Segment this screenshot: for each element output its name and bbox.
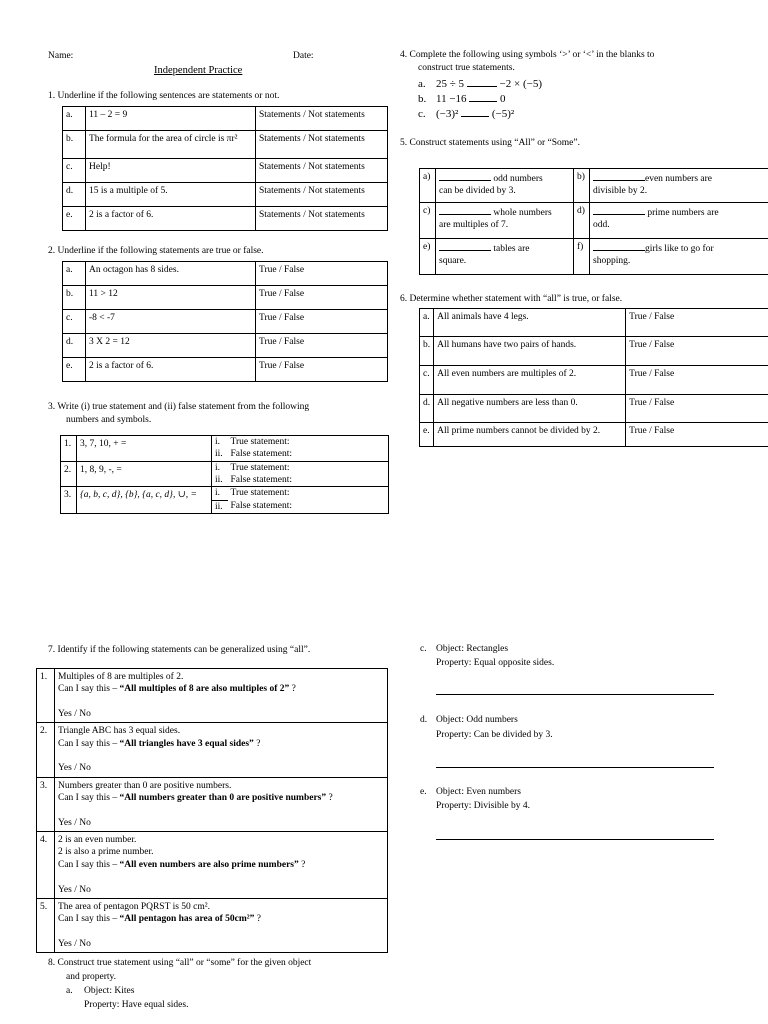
q6-key: c. — [420, 366, 434, 395]
q2-table — [62, 261, 388, 382]
q2-key: c. — [63, 310, 86, 334]
q7-cell: 2 is an even number. 2 is also a prime number. Can I say this – “All even numbers are also prime numbers” ? Yes / No — [55, 832, 388, 899]
q3-false-field[interactable]: False statement: — [228, 448, 389, 461]
page-title: Independent Practice — [154, 65, 243, 76]
q2-statement: 3 X 2 = 12 — [86, 334, 256, 358]
q3-roman: i. — [212, 436, 228, 449]
q7-yes-no[interactable]: Yes / No — [58, 763, 91, 774]
q1-key: c. — [63, 159, 86, 183]
q3-true-field[interactable]: True statement: — [228, 461, 389, 474]
q1-statement: 2 is a factor of 6. — [86, 207, 256, 231]
q3-table — [60, 435, 389, 514]
q8-item-e-key: e. — [420, 787, 427, 797]
q2-options[interactable]: True / False — [256, 334, 388, 358]
q8-instruction: 8. Construct true statement using “all” or “some” for the given object — [48, 958, 312, 968]
q7-key: 1. — [37, 669, 55, 723]
q4-blank-b[interactable] — [469, 92, 497, 102]
q1-key: d. — [63, 183, 86, 207]
q6-options[interactable]: True / False — [626, 423, 768, 447]
q3-true-field[interactable]: True statement: — [228, 487, 389, 500]
q8-item-d-object: Object: Odd numbers — [436, 715, 518, 725]
q6-statement: All even numbers are multiples of 2. — [434, 366, 626, 395]
q6-options[interactable]: True / False — [626, 366, 768, 395]
q1-key: a. — [63, 107, 86, 131]
q2-key: a. — [63, 262, 86, 286]
q5-cell[interactable]: whole numbers are multiples of 7. — [436, 203, 574, 239]
q3-roman: i. — [212, 461, 228, 474]
q4-item-c: c. (−3)² (−5)² — [418, 108, 515, 120]
q6-statement: All negative numbers are less than 0. — [434, 395, 626, 423]
q7-yes-no[interactable]: Yes / No — [58, 817, 91, 828]
q7-cell: The area of pentagon PQRST is 50 cm². Can I say this – “All pentagon has area of 50cm²” ? Yes / No — [55, 898, 388, 952]
q8-item-d-property: Property: Can be divided by 3. — [436, 730, 553, 740]
q6-options[interactable]: True / False — [626, 337, 768, 366]
q3-key: 1. — [61, 436, 77, 462]
q3-items: 1, 8, 9, -, = — [77, 461, 212, 487]
q1-statement: The formula for the area of circle is πr² — [86, 131, 256, 159]
q6-statement: All humans have two pairs of hands. — [434, 337, 626, 366]
q5-key: d) — [574, 203, 590, 239]
q8-answer-line-e[interactable] — [436, 839, 714, 840]
q8-item-d-key: d. — [420, 715, 428, 725]
q5-cell[interactable]: even numbers are divisible by 2. — [590, 169, 768, 203]
q1-options[interactable]: Statements / Not statements — [256, 159, 388, 183]
q7-instruction: 7. Identify if the following statements can be generalized using “all”. — [48, 645, 311, 655]
q2-key: b. — [63, 286, 86, 310]
q6-key: a. — [420, 309, 434, 337]
q3-roman: i. — [212, 487, 228, 500]
q7-cell: Multiples of 8 are multiples of 2. Can I say this – “All multiples of 8 are also multiples of 2” ? Yes / No — [55, 669, 388, 723]
q3-key: 3. — [61, 487, 77, 514]
q3-instruction-cont: numbers and symbols. — [66, 415, 152, 425]
q4-blank-c[interactable] — [461, 107, 489, 117]
name-label: Name: — [48, 51, 74, 61]
q8-answer-line-c[interactable] — [436, 694, 714, 695]
q7-key: 3. — [37, 777, 55, 831]
q8-item-c-property: Property: Equal opposite sides. — [436, 658, 555, 668]
q5-key: f) — [574, 239, 590, 275]
q6-key: b. — [420, 337, 434, 366]
q7-key: 5. — [37, 898, 55, 952]
q8-item-c-key: c. — [420, 644, 427, 654]
q7-key: 4. — [37, 832, 55, 899]
q7-yes-no[interactable]: Yes / No — [58, 938, 91, 949]
q7-yes-no[interactable]: Yes / No — [58, 884, 91, 895]
q3-items: 3, 7, 10, + = — [77, 436, 212, 462]
q3-key: 2. — [61, 461, 77, 487]
q2-options[interactable]: True / False — [256, 286, 388, 310]
q8-item-a-property: Property: Have equal sides. — [84, 1000, 189, 1010]
q6-key: d. — [420, 395, 434, 423]
q1-statement: 11 – 2 = 9 — [86, 107, 256, 131]
q2-key: d. — [63, 334, 86, 358]
q6-statement: All prime numbers cannot be divided by 2. — [434, 423, 626, 447]
q5-key: e) — [420, 239, 436, 275]
q1-instruction: 1. Underline if the following sentences are statements or not. — [48, 91, 280, 101]
q5-key: a) — [420, 169, 436, 203]
q3-false-field[interactable]: False statement: — [228, 500, 389, 513]
q6-instruction: 6. Determine whether statement with “all” is true, or false. — [400, 294, 623, 304]
q2-statement: 11 > 12 — [86, 286, 256, 310]
q3-items: {a, b, c, d}, {b}, {a, c, d}, ∪, = — [77, 487, 212, 514]
q4-blank-a[interactable] — [467, 77, 497, 87]
q3-roman: ii. — [215, 475, 223, 486]
date-label: Date: — [293, 51, 314, 61]
q5-key: b) — [574, 169, 590, 203]
q1-options[interactable]: Statements / Not statements — [256, 131, 388, 159]
q7-cell: Triangle ABC has 3 equal sides. Can I say this – “All triangles have 3 equal sides” ? Yes / No — [55, 723, 388, 777]
q2-options[interactable]: True / False — [256, 262, 388, 286]
q1-options[interactable]: Statements / Not statements — [256, 107, 388, 131]
q1-key: b. — [63, 131, 86, 159]
q3-roman: ii. — [215, 449, 223, 460]
q3-instruction: 3. Write (i) true statement and (ii) false statement from the following — [48, 402, 310, 412]
q1-options[interactable]: Statements / Not statements — [256, 183, 388, 207]
q2-options[interactable]: True / False — [256, 310, 388, 334]
q1-key: e. — [63, 207, 86, 231]
q4-instruction: 4. Complete the following using symbols ‘>’ or ‘<’ in the blanks to — [400, 50, 655, 60]
q1-statement: 15 is a multiple of 5. — [86, 183, 256, 207]
q4-item-a: a. 25 ÷ 5 −2 × (−5) — [418, 78, 542, 90]
q2-statement: -8 < -7 — [86, 310, 256, 334]
q4-instruction-cont: construct true statements. — [418, 63, 515, 73]
q8-item-a-object: Object: Kites — [84, 986, 135, 996]
q5-cell[interactable]: girls like to go for shopping. — [590, 239, 768, 275]
q6-key: e. — [420, 423, 434, 447]
q8-item-a-key: a. — [66, 986, 73, 996]
q2-instruction: 2. Underline if the following statements are true or false. — [48, 246, 264, 256]
q5-cell[interactable]: odd numbers can be divided by 3. — [436, 169, 574, 203]
q6-options[interactable]: True / False — [626, 309, 768, 337]
q7-cell: Numbers greater than 0 are positive numbers. Can I say this – “All numbers greater than 0 are positive numbers” ? Yes / No — [55, 777, 388, 831]
q5-table — [419, 168, 768, 275]
q5-cell[interactable]: tables are square. — [436, 239, 574, 275]
q2-options[interactable]: True / False — [256, 358, 388, 382]
q1-options[interactable]: Statements / Not statements — [256, 207, 388, 231]
q8-item-e-property: Property: Divisible by 4. — [436, 801, 530, 811]
q7-table — [36, 668, 388, 953]
q5-key: c) — [420, 203, 436, 239]
q1-statement: Help! — [86, 159, 256, 183]
q3-true-field[interactable]: True statement: — [228, 436, 389, 449]
q8-item-e-object: Object: Even numbers — [436, 787, 521, 797]
q8-item-c-object: Object: Rectangles — [436, 644, 509, 654]
q5-cell[interactable]: prime numbers are odd. — [590, 203, 768, 239]
q6-statement: All animals have 4 legs. — [434, 309, 626, 337]
q7-yes-no[interactable]: Yes / No — [58, 709, 91, 720]
q3-false-field[interactable]: False statement: — [228, 474, 389, 487]
q1-table — [62, 106, 388, 231]
q5-instruction: 5. Construct statements using “All” or “Some”. — [400, 138, 580, 148]
q7-key: 2. — [37, 723, 55, 777]
q8-instruction-cont: and property. — [66, 972, 117, 982]
q2-statement: 2 is a factor of 6. — [86, 358, 256, 382]
q8-answer-line-d[interactable] — [436, 767, 714, 768]
q6-table — [419, 308, 768, 447]
q3-roman: ii. — [212, 500, 228, 513]
q2-key: e. — [63, 358, 86, 382]
q4-item-b: b. 11 −16 0 — [418, 93, 506, 105]
q2-statement: An octagon has 8 sides. — [86, 262, 256, 286]
q6-options[interactable]: True / False — [626, 395, 768, 423]
